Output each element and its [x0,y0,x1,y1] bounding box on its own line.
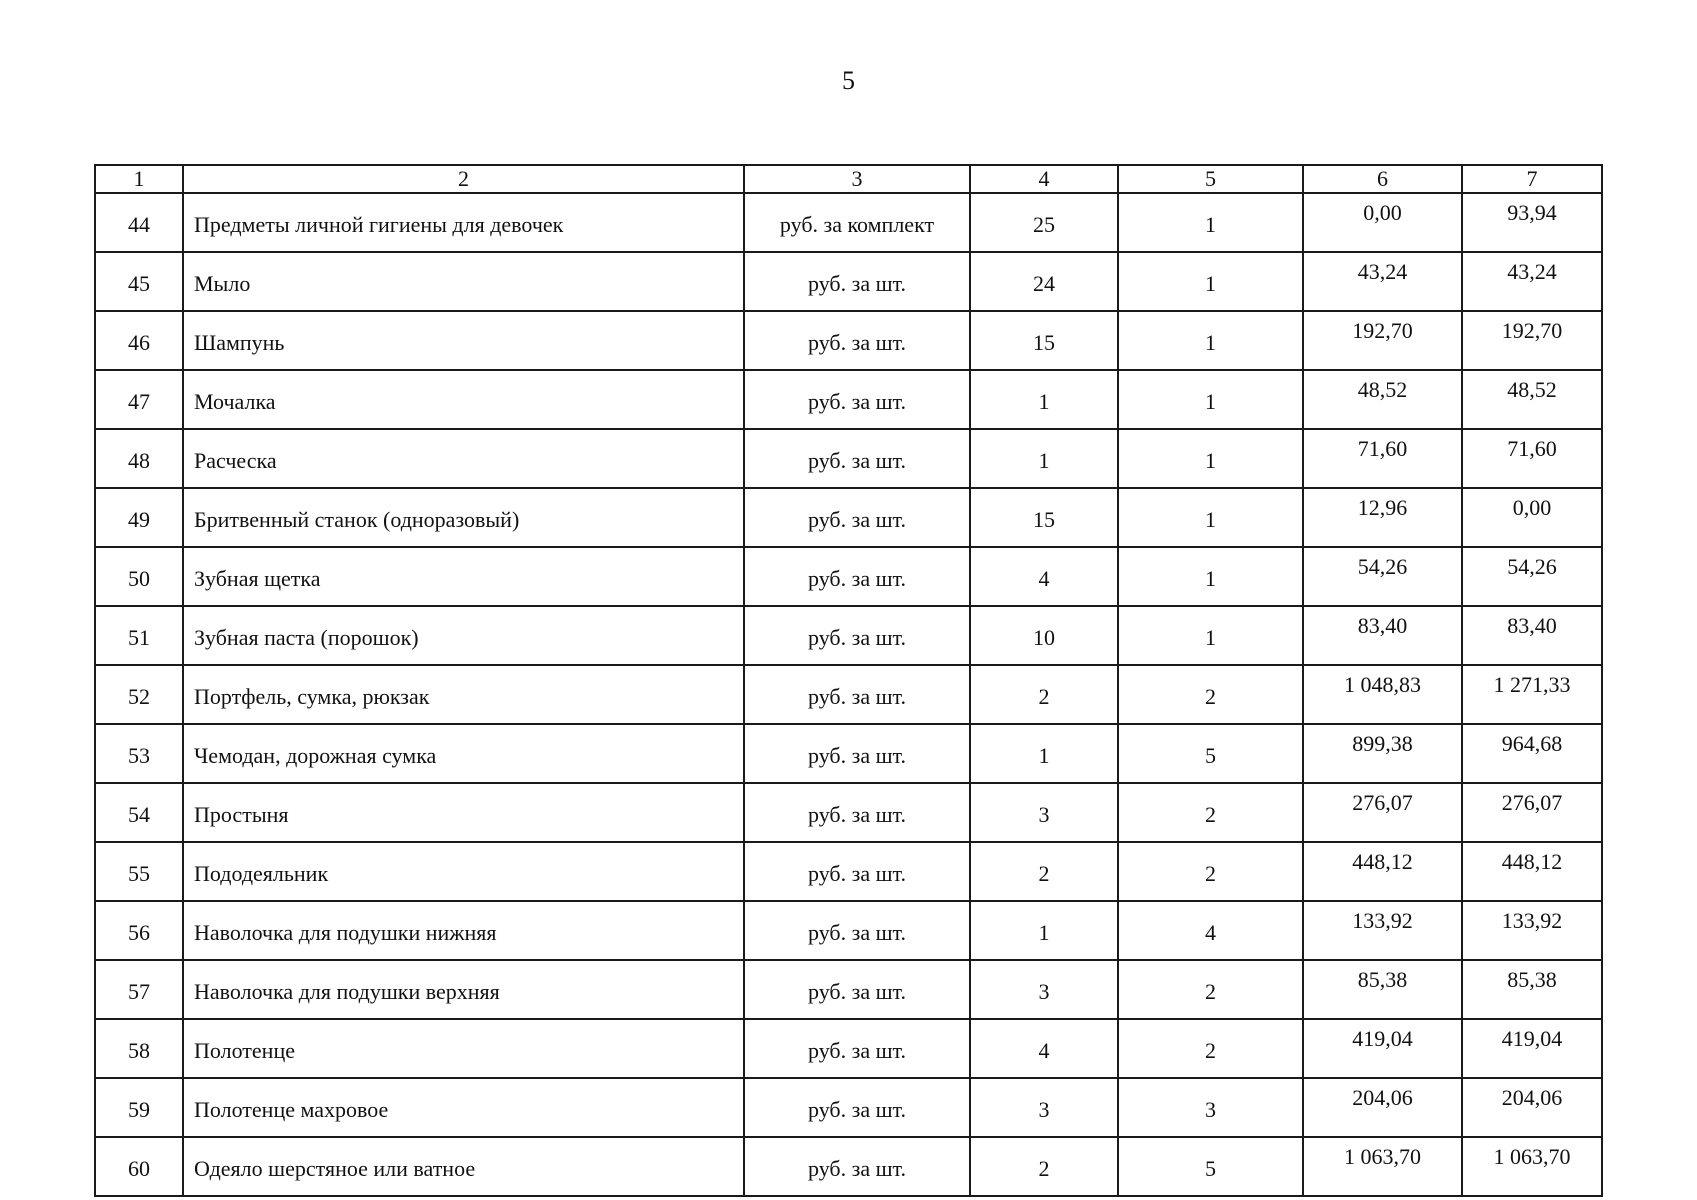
table-row [95,429,1602,488]
row-number-cell: 60 [95,1137,183,1196]
column-header: 7 [1462,165,1602,193]
col4-cell: 3 [970,1078,1118,1137]
unit-cell: руб. за шт. [744,1019,970,1078]
col4-cell: 3 [970,960,1118,1019]
col4-cell: 1 [970,901,1118,960]
unit-cell: руб. за шт. [744,488,970,547]
price-col6-cell: 448,12 [1303,842,1462,901]
price-col7-cell: 1 271,33 [1462,665,1602,724]
row-number-cell: 48 [95,429,183,488]
col5-cell: 1 [1118,606,1303,665]
price-col7-cell: 133,92 [1462,901,1602,960]
col4-cell: 1 [970,370,1118,429]
price-col7-cell: 83,40 [1462,606,1602,665]
table-row [95,1019,1602,1078]
price-col6-cell: 276,07 [1303,783,1462,842]
col5-cell: 1 [1118,252,1303,311]
price-col6-cell: 0,00 [1303,193,1462,252]
price-col7-cell: 204,06 [1462,1078,1602,1137]
row-number-cell: 44 [95,193,183,252]
item-name-cell: Простыня [183,783,744,842]
price-col6-cell: 204,06 [1303,1078,1462,1137]
col4-cell: 2 [970,1137,1118,1196]
price-col6-cell: 83,40 [1303,606,1462,665]
item-name-cell: Наволочка для подушки нижняя [183,901,744,960]
column-header: 1 [95,165,183,193]
price-col6-cell: 192,70 [1303,311,1462,370]
price-col7-cell: 448,12 [1462,842,1602,901]
table-row [95,488,1602,547]
column-header: 2 [183,165,744,193]
table-header-row [95,165,1602,193]
price-table [94,164,1603,1197]
price-col7-cell: 93,94 [1462,193,1602,252]
unit-cell: руб. за шт. [744,901,970,960]
row-number-cell: 59 [95,1078,183,1137]
table-row [95,606,1602,665]
price-col7-cell: 964,68 [1462,724,1602,783]
table-row [95,842,1602,901]
item-name-cell: Расческа [183,429,744,488]
item-name-cell: Шампунь [183,311,744,370]
item-name-cell: Одеяло шерстяное или ватное [183,1137,744,1196]
price-col7-cell: 1 063,70 [1462,1137,1602,1196]
price-col7-cell: 43,24 [1462,252,1602,311]
unit-cell: руб. за шт. [744,960,970,1019]
col4-cell: 15 [970,311,1118,370]
col5-cell: 1 [1118,488,1303,547]
table-row [95,1078,1602,1137]
table-row [95,311,1602,370]
item-name-cell: Мыло [183,252,744,311]
price-col6-cell: 899,38 [1303,724,1462,783]
column-header: 5 [1118,165,1303,193]
price-col6-cell: 419,04 [1303,1019,1462,1078]
row-number-cell: 47 [95,370,183,429]
table-row [95,370,1602,429]
item-name-cell: Чемодан, дорожная сумка [183,724,744,783]
price-col7-cell: 419,04 [1462,1019,1602,1078]
unit-cell: руб. за шт. [744,252,970,311]
col4-cell: 25 [970,193,1118,252]
unit-cell: руб. за шт. [744,1078,970,1137]
col5-cell: 5 [1118,1137,1303,1196]
col5-cell: 3 [1118,1078,1303,1137]
column-header: 3 [744,165,970,193]
item-name-cell: Полотенце махровое [183,1078,744,1137]
row-number-cell: 45 [95,252,183,311]
price-col6-cell: 133,92 [1303,901,1462,960]
table-row [95,724,1602,783]
price-col7-cell: 0,00 [1462,488,1602,547]
table-row [95,252,1602,311]
col5-cell: 2 [1118,665,1303,724]
column-header: 6 [1303,165,1462,193]
item-name-cell: Бритвенный станок (одноразовый) [183,488,744,547]
price-col6-cell: 1 063,70 [1303,1137,1462,1196]
col5-cell: 1 [1118,311,1303,370]
col5-cell: 2 [1118,960,1303,1019]
table-row [95,960,1602,1019]
col4-cell: 1 [970,429,1118,488]
row-number-cell: 53 [95,724,183,783]
price-col6-cell: 1 048,83 [1303,665,1462,724]
unit-cell: руб. за комплект [744,193,970,252]
col5-cell: 2 [1118,1019,1303,1078]
page-number: 5 [842,66,855,95]
unit-cell: руб. за шт. [744,547,970,606]
item-name-cell: Пододеяльник [183,842,744,901]
col4-cell: 1 [970,724,1118,783]
item-name-cell: Зубная щетка [183,547,744,606]
price-col7-cell: 276,07 [1462,783,1602,842]
row-number-cell: 57 [95,960,183,1019]
price-col7-cell: 85,38 [1462,960,1602,1019]
item-name-cell: Мочалка [183,370,744,429]
row-number-cell: 56 [95,901,183,960]
price-col7-cell: 71,60 [1462,429,1602,488]
col5-cell: 1 [1118,547,1303,606]
col5-cell: 5 [1118,724,1303,783]
col4-cell: 2 [970,842,1118,901]
price-col6-cell: 71,60 [1303,429,1462,488]
item-name-cell: Портфель, сумка, рюкзак [183,665,744,724]
item-name-cell: Полотенце [183,1019,744,1078]
table-row [95,665,1602,724]
row-number-cell: 50 [95,547,183,606]
unit-cell: руб. за шт. [744,842,970,901]
col5-cell: 1 [1118,370,1303,429]
row-number-cell: 54 [95,783,183,842]
item-name-cell: Наволочка для подушки верхняя [183,960,744,1019]
table-row [95,193,1602,252]
row-number-cell: 49 [95,488,183,547]
price-col7-cell: 54,26 [1462,547,1602,606]
price-col7-cell: 192,70 [1462,311,1602,370]
row-number-cell: 52 [95,665,183,724]
row-number-cell: 51 [95,606,183,665]
table-row [95,1137,1602,1196]
col4-cell: 4 [970,547,1118,606]
price-col6-cell: 85,38 [1303,960,1462,1019]
col4-cell: 10 [970,606,1118,665]
price-col6-cell: 54,26 [1303,547,1462,606]
col4-cell: 3 [970,783,1118,842]
col4-cell: 15 [970,488,1118,547]
unit-cell: руб. за шт. [744,724,970,783]
col4-cell: 24 [970,252,1118,311]
col5-cell: 4 [1118,901,1303,960]
table-row [95,901,1602,960]
row-number-cell: 55 [95,842,183,901]
table-row [95,547,1602,606]
col4-cell: 2 [970,665,1118,724]
unit-cell: руб. за шт. [744,370,970,429]
row-number-cell: 46 [95,311,183,370]
col5-cell: 1 [1118,429,1303,488]
item-name-cell: Зубная паста (порошок) [183,606,744,665]
column-header: 4 [970,165,1118,193]
col5-cell: 1 [1118,193,1303,252]
price-col7-cell: 48,52 [1462,370,1602,429]
unit-cell: руб. за шт. [744,606,970,665]
col5-cell: 2 [1118,842,1303,901]
unit-cell: руб. за шт. [744,783,970,842]
table-row [95,783,1602,842]
col4-cell: 4 [970,1019,1118,1078]
row-number-cell: 58 [95,1019,183,1078]
price-col6-cell: 48,52 [1303,370,1462,429]
unit-cell: руб. за шт. [744,1137,970,1196]
item-name-cell: Предметы личной гигиены для девочек [183,193,744,252]
price-col6-cell: 43,24 [1303,252,1462,311]
col5-cell: 2 [1118,783,1303,842]
unit-cell: руб. за шт. [744,429,970,488]
unit-cell: руб. за шт. [744,665,970,724]
unit-cell: руб. за шт. [744,311,970,370]
price-col6-cell: 12,96 [1303,488,1462,547]
